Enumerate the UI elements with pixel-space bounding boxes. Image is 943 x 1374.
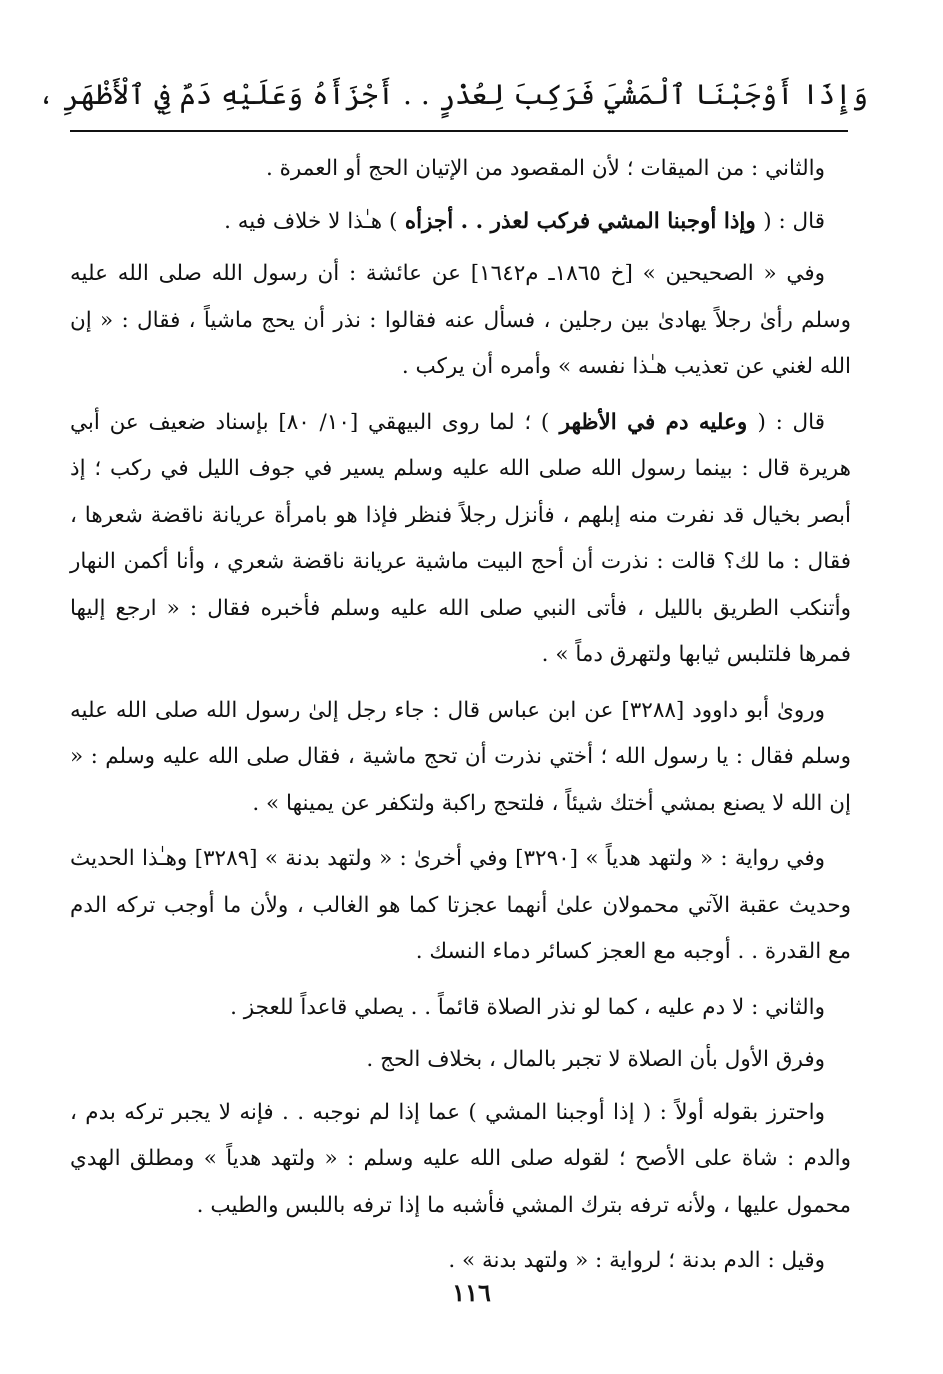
matn-header: [37, 66, 868, 122]
paragraph-9: [70, 1090, 851, 1230]
paragraph-text: وفرق الأول بأن الصلاة لا تجبر بالمال ، بخلاف الحج .: [366, 1047, 825, 1072]
paragraph-text: والثاني : من الميقات ؛ لأن المقصود من الإتيان الحج أو العمرة .: [266, 156, 825, 181]
paragraph-prefix: قال : (: [757, 409, 826, 435]
matn-quote: وإذا أوجبنا المشي فركب لعذر . . أجزأه: [397, 208, 764, 234]
paragraph-suffix: ) هـٰذا لا خلاف فيه .: [224, 208, 398, 234]
header-divider: [70, 130, 848, 132]
paragraph-2: [70, 199, 851, 246]
paragraph-suffix: ) ؛ لما روى البيهقي [١٠/ ٨٠] بإسناد ضعيف عن أبي هريرة قال : بينما رسول الله صلى الله عليه وسلم يسير في جوف الليل في ركب ؛ إذ أبصر بخيال قد نفرت منه إبلهم ، فأنزل رجلاً فنظر فإذا هو بامرأة عريانة ناقضة شعرها ، فقال : ما لك؟ قالت : نذرت أن أحج البيت ماشية عريانة ناقضة شعري ، وأنا أكمن النهار وأتنكب الطريق بالليل ، فأتى النبي صلى الله عليه وسلم فأخبره فقال : « ارجع إليها فمرها فلتلبس ثيابها ولتهرق دماً » .: [70, 409, 851, 667]
paragraph-8: [70, 1037, 851, 1084]
paragraph-text: وروىٰ أبو داوود [٣٢٨٨] عن ابن عباس قال : جاء رجل إلىٰ رسول الله صلى الله عليه وسلم فقال : يا رسول الله ؛ أختي نذرت أن تحج ماشية ، فقال صلى الله عليه وسلم : « إن الله لا يصنع بمشي أختك شيئاً ، فلتحج راكبة ولتكفر عن يمينها » .: [70, 697, 851, 816]
paragraph-text: والثاني : لا دم عليه ، كما لو نذر الصلاة قائماً . . يصلي قاعداً للعجز .: [230, 994, 825, 1020]
paragraph-text: وقيل : الدم بدنة ؛ لرواية : « ولتهد بدنة » .: [448, 1248, 825, 1273]
paragraph-text: واحترز بقوله أولاً : ( إذا أوجبنا المشي ) عما إذا لم نوجبه . . فإنه لا يجبر تركه بدم ، والدم : شاة على الأصح ؛ لقوله صلى الله عليه وسلم : « ولتهد هدياً » ومطلق الهدي محمول عليها ، ولأنه ترفه بترك المشي فأشبه ما إذا ترفه باللبس والطيب .: [70, 1099, 851, 1218]
paragraph-5: [70, 688, 851, 828]
paragraph-6: [70, 836, 851, 976]
paragraph-text: وفي رواية : « ولتهد هدياً » [٣٢٩٠] وفي أخرىٰ : « ولتهد بدنة » [٣٢٨٩] وهـٰذا الحديث وحديث عقبة الآتي محمولان علىٰ أنهما عجزتا كما هو الغالب ، ولأن ما أوجب تركه الدم مع القدرة . . أوجبه مع العجز كسائر دماء النسك .: [70, 846, 851, 964]
paragraph-text: وفي « الصحيحين » [خ ١٨٦٥ـ م١٦٤٢] عن عائشة : أن رسول الله صلى الله عليه وسلم رأىٰ رجلاً يهادىٰ بين رجلين ، فسأل عنه فقالوا : نذر أن يحج ماشياً ، فقال : « إن الله لغني عن تعذيب هـٰذا نفسه » وأمره أن يركب .: [70, 261, 851, 379]
matn-verse: وَإِذَا أَوْجَبْنَا ٱلْمَشْيَ فَرَكِبَ لِعُذْرٍ . . أَجْزَأَهُ وَعَلَيْهِ دَمٌ فِي ٱلْأَظْهَرِ ،: [37, 77, 868, 111]
paragraph-prefix: قال : (: [763, 208, 825, 234]
paragraph-7: [70, 985, 851, 1032]
paragraph-1: [70, 146, 851, 193]
paragraph-4: [70, 400, 851, 679]
matn-quote: وعليه دم في الأظهر: [549, 409, 758, 435]
page-number: ١١٦: [452, 1278, 491, 1307]
paragraph-3: [70, 251, 851, 391]
commentary-body: [70, 146, 851, 1294]
